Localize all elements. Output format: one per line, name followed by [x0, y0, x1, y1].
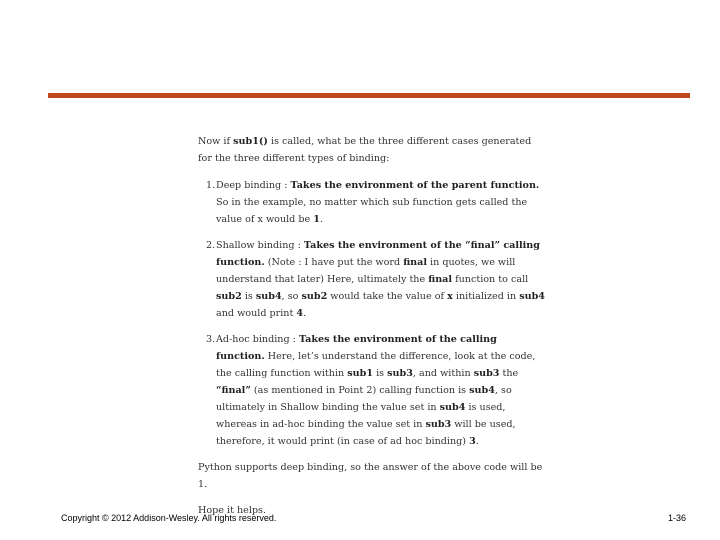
conclusion-paragraph: Python supports deep binding, so the answer of the above code will be 1. — [198, 462, 543, 490]
list-item-deep-binding: 1. Deep binding : Takes the environment of the parent function. So in the example, no matter which sub function gets called the value of x would be 1. — [206, 180, 540, 225]
list-item-shallow-binding: 2. Shallow binding : Takes the environment of the “final” calling function. (Note : I have put the word final in quotes, we will understand that later) Here, ultimately the final function to call sub2 is sub4, so sub2 would take the value of x initialized in sub4 and would print 4. — [206, 240, 545, 319]
binding-cases-list — [198, 177, 548, 450]
copyright-footer: Copyright © 2012 Addison-Wesley. All rights reserved. — [61, 513, 277, 523]
slide-number: 1-36 — [668, 513, 687, 523]
title-divider-bar — [48, 93, 690, 98]
list-item-adhoc-binding: 3. Ad-hoc binding : Takes the environment of the calling function. Here, let’s understand the difference, look at the code, the calling function within sub1 is sub3, and within sub3 the “final” (as mentioned in Point 2) calling function is sub4, so ultimately in Shallow binding the value set in sub4 is used, whereas in ad-hoc binding the value set in sub3 will be used, therefore, it would print (in case of ad hoc binding) 3. — [206, 334, 536, 447]
closing-line: Hope it helps. — [198, 505, 267, 516]
intro-paragraph: Now if sub1() is called, what be the three different cases generated for the three different types of binding: — [198, 136, 532, 164]
answer-excerpt — [198, 133, 548, 519]
